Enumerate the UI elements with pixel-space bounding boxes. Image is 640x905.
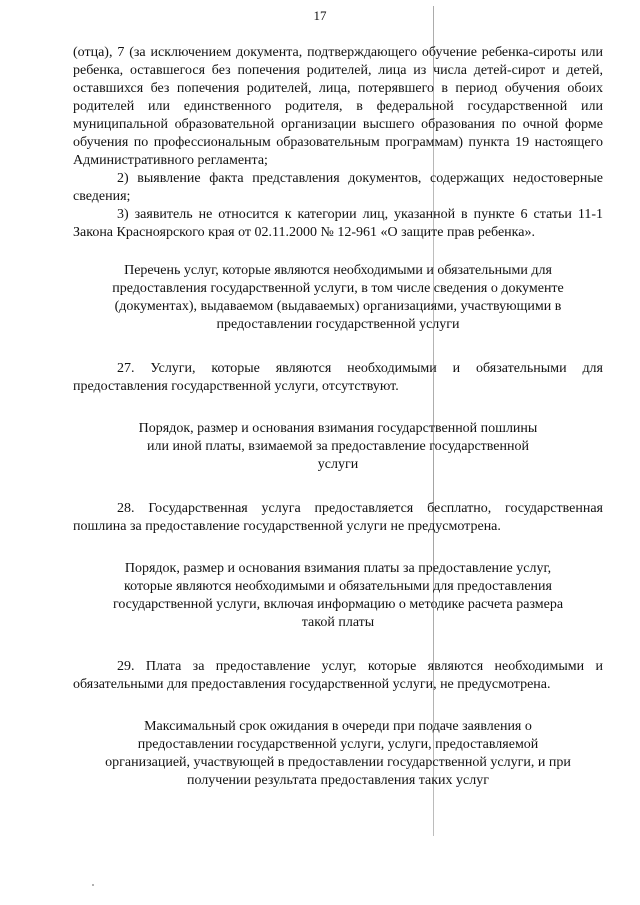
paragraph-27: 27. Услуги, которые являются необходимыми и обязательными для предоставления государственной услуги, отсутствуют. bbox=[73, 361, 603, 394]
paragraph-item-3: 3) заявитель не относится к категории лиц, указанной в пункте 6 статьи 11-1 Закона Красноярского края от 02.11.2000 № 12-961 «О защите прав ребенка». bbox=[73, 207, 603, 240]
page-number: 17 bbox=[313, 8, 327, 23]
scan-speck bbox=[92, 884, 94, 886]
paragraph-29: 29. Плата за предоставление услуг, которые являются необходимыми и обязательными для предоставления государственной услуги, не предусмотрена. bbox=[73, 659, 603, 692]
document-body bbox=[73, 44, 603, 790]
paragraph-item-2: 2) выявление факта представления документов, содержащих недостоверные сведения; bbox=[73, 171, 603, 204]
section-heading-fee-for-services: Порядок, размер и основания взимания платы за предоставление услуг, которые являются необходимыми и обязательными для предоставления государственной услуги, включая информацию о методике расчета размера такой платы bbox=[112, 561, 564, 630]
paragraph-28: 28. Государственная услуга предоставляется бесплатно, государственная пошлина за предоставление государственной услуги не предусмотрена. bbox=[73, 501, 603, 534]
section-heading-services: Перечень услуг, которые являются необходимыми и обязательными для предоставления государственной услуги, в том числе сведения о документе (документах), выдаваемом (выдаваемых) организациями, участвующими в предоставлении государственной услуги bbox=[112, 263, 564, 332]
paragraph-continuation: (отца), 7 (за исключением документа, подтверждающего обучение ребенка-сироты или ребенка, оставшегося без попечения родителей, лица из числа детей-сирот и детей, оставшихся без попечения родителей, лица, потерявшего в период обучения обоих родителей или единственного родителя, в федеральной государственной или муниципальной образовательной организации высшего образования по очной форме обучения по профессиональным образовательным программам) пункта 19 настоящего Административного регламента; bbox=[73, 45, 603, 168]
section-heading-queue-time: Максимальный срок ожидания в очереди при подаче заявления о предоставлении государственной услуги, услуги, предоставляемой организацией, участвующей в предоставлении государственной услуги, и при получении результата предоставления таких услуг bbox=[105, 719, 571, 788]
section-heading-state-fee: Порядок, размер и основания взимания государственной пошлины или иной платы, взимаемой за предоставление государственной услуги bbox=[138, 421, 538, 472]
